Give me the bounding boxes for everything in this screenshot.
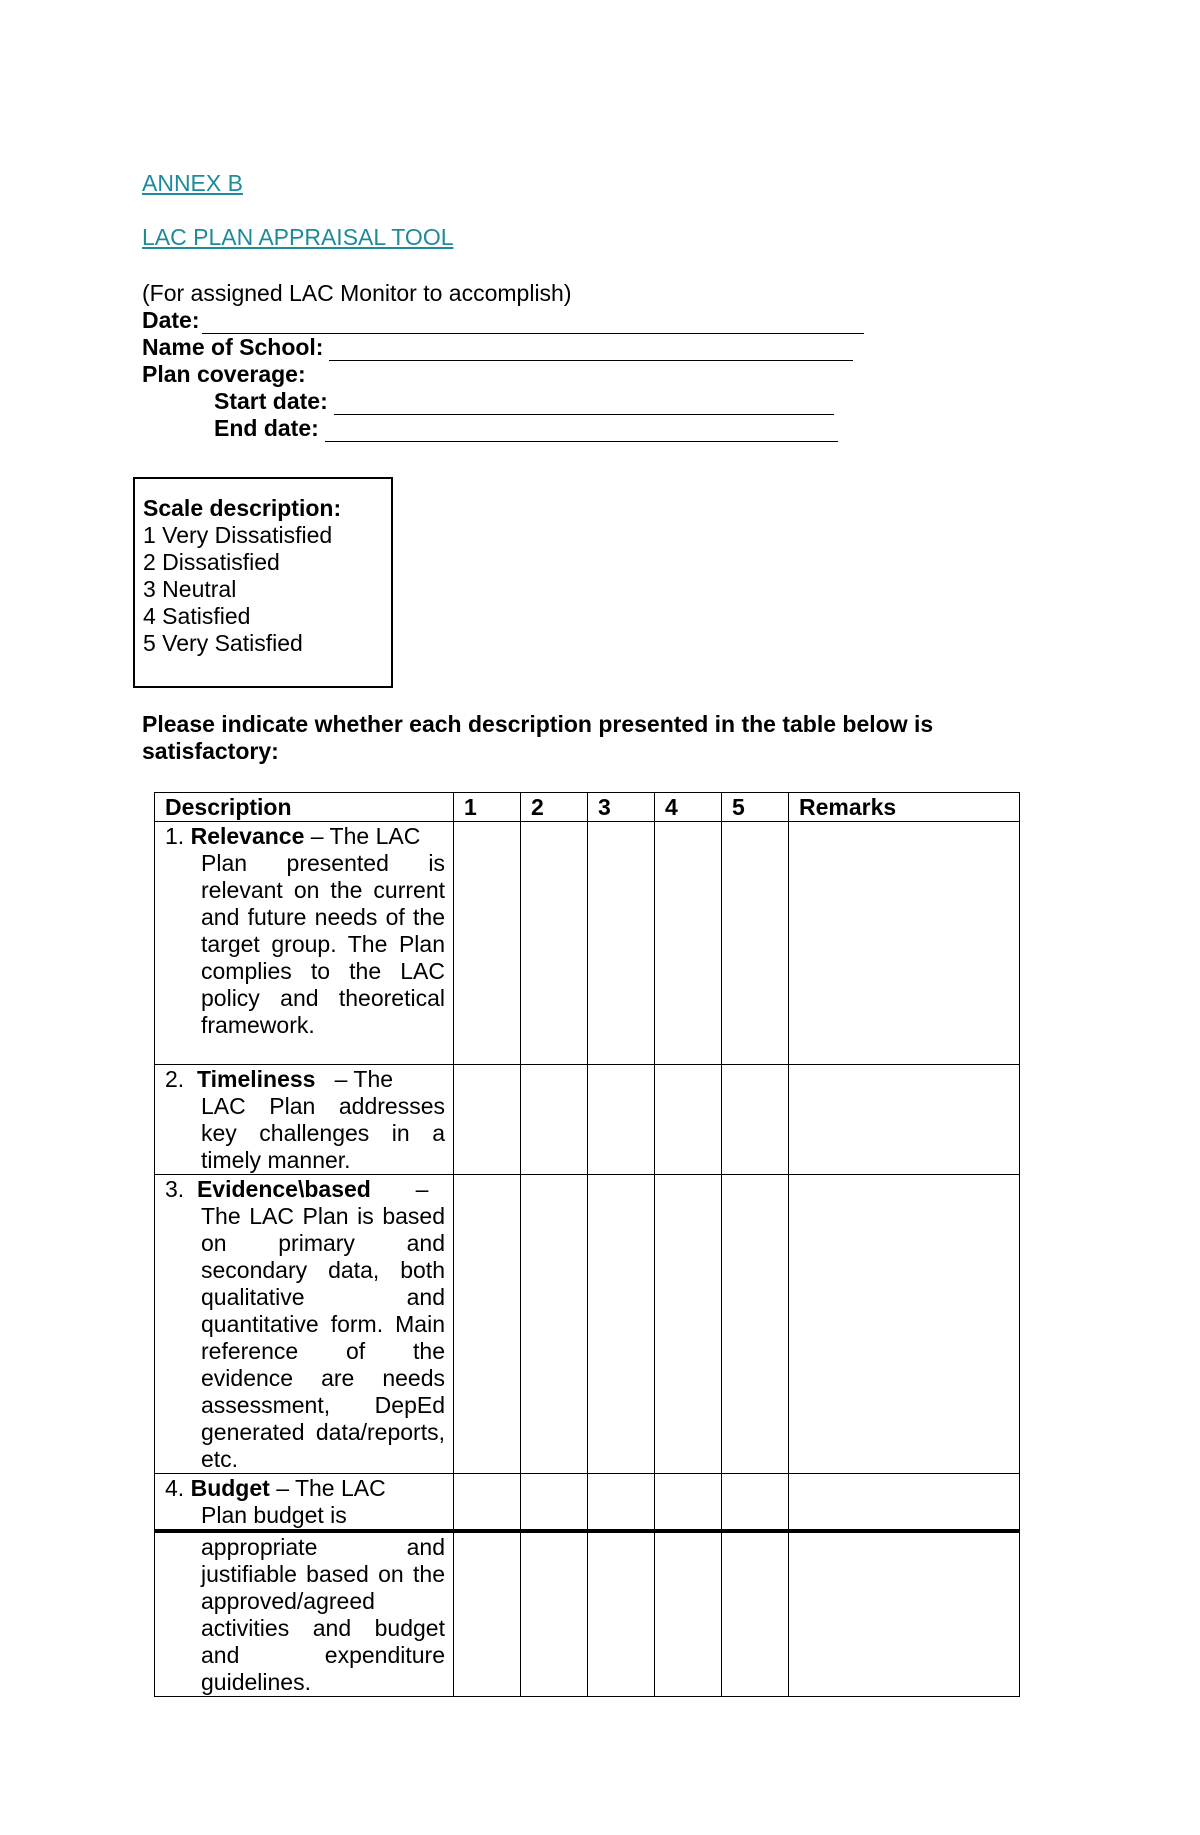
description-cell — [155, 1531, 454, 1697]
score-cell-4[interactable] — [655, 1474, 722, 1532]
item-text: LAC Plan addresses key challenges in a timely manner. — [201, 1093, 445, 1173]
coverage-row — [142, 361, 864, 388]
score-cell-3[interactable] — [588, 1175, 655, 1474]
header-score-1: 1 — [454, 793, 521, 822]
header-description: Description — [155, 793, 454, 822]
school-label: Name of School: — [142, 334, 324, 360]
scale-item: 2 Dissatisfied — [143, 549, 280, 575]
start-date-field[interactable] — [334, 395, 834, 415]
header-score-4: 4 — [655, 793, 722, 822]
score-cell-4[interactable] — [655, 822, 722, 1065]
remarks-cell[interactable] — [789, 1474, 1020, 1532]
table-row — [155, 1065, 1020, 1175]
item-lead: – — [415, 1176, 429, 1202]
item-term: Evidence\based — [196, 1176, 371, 1202]
date-row — [142, 307, 864, 334]
score-cell-3[interactable] — [588, 822, 655, 1065]
table-header-row — [155, 793, 1020, 822]
coverage-label: Plan coverage: — [142, 361, 306, 387]
score-cell-3[interactable] — [588, 1531, 655, 1697]
score-cell-4[interactable] — [655, 1531, 722, 1697]
item-number: 4. — [165, 1475, 185, 1501]
school-row — [142, 334, 864, 361]
item-text: appropriate and justifiable based on the approved/agreed activities and budget and expenditure guidelines. — [201, 1534, 445, 1695]
item-term: Budget — [190, 1475, 270, 1501]
score-cell-5[interactable] — [722, 1065, 789, 1175]
scale-item: 4 Satisfied — [143, 603, 251, 629]
instruction-text: Please indicate whether each description presented in the table below is satisfactory: — [142, 711, 934, 764]
remarks-cell[interactable] — [789, 1175, 1020, 1474]
score-cell-4[interactable] — [655, 1175, 722, 1474]
date-label: Date: — [142, 307, 200, 333]
end-date-field[interactable] — [325, 422, 838, 442]
item-text: Plan presented is relevant on the current and future needs of the target group. The Plan complies to the LAC policy and theoretical framework. — [201, 850, 445, 1038]
header-score-2: 2 — [521, 793, 588, 822]
remarks-cell[interactable] — [789, 1531, 1020, 1697]
description-cell — [155, 1065, 454, 1175]
scale-title: Scale description: — [143, 495, 342, 521]
table-row — [155, 822, 1020, 1065]
score-cell-3[interactable] — [588, 1474, 655, 1532]
scale-item: 1 Very Dissatisfied — [143, 522, 333, 548]
scale-item: 3 Neutral — [143, 576, 237, 602]
item-text: Plan budget is — [201, 1502, 347, 1528]
item-term: Relevance — [190, 823, 305, 849]
header-score-5: 5 — [722, 793, 789, 822]
item-text: The LAC Plan is based on primary and secondary data, both qualitative and quantitative form. Main reference of the evidence are needs assessment, DepEd generated data/reports, etc. — [201, 1203, 445, 1472]
score-cell-2[interactable] — [521, 1065, 588, 1175]
score-cell-1[interactable] — [454, 1531, 521, 1697]
remarks-cell[interactable] — [789, 822, 1020, 1065]
item-lead: – The LAC — [276, 1475, 386, 1501]
end-label: End date: — [214, 415, 319, 441]
intro-note: (For assigned LAC Monitor to accomplish) — [142, 280, 572, 306]
score-cell-2[interactable] — [521, 1474, 588, 1532]
table-row — [155, 1175, 1020, 1474]
score-cell-1[interactable] — [454, 1065, 521, 1175]
header-score-3: 3 — [588, 793, 655, 822]
item-lead: – The — [334, 1066, 394, 1092]
header-remarks: Remarks — [789, 793, 1020, 822]
appraisal-table — [154, 792, 1020, 1697]
table-row — [155, 1474, 1020, 1532]
score-cell-1[interactable] — [454, 1474, 521, 1532]
score-cell-1[interactable] — [454, 822, 521, 1065]
school-field[interactable] — [329, 341, 853, 361]
score-cell-2[interactable] — [521, 822, 588, 1065]
item-number: 3. — [165, 1176, 185, 1202]
scale-description-box — [133, 477, 393, 688]
score-cell-4[interactable] — [655, 1065, 722, 1175]
item-number: 1. — [165, 823, 185, 849]
score-cell-5[interactable] — [722, 1175, 789, 1474]
score-cell-5[interactable] — [722, 822, 789, 1065]
description-cell — [155, 1175, 454, 1474]
item-term: Timeliness — [196, 1066, 316, 1092]
score-cell-2[interactable] — [521, 1175, 588, 1474]
item-lead: – The LAC — [310, 823, 421, 849]
intro-section — [142, 280, 864, 442]
score-cell-1[interactable] — [454, 1175, 521, 1474]
annex-label: ANNEX B — [142, 170, 243, 196]
scale-item: 5 Very Satisfied — [143, 630, 303, 656]
score-cell-3[interactable] — [588, 1065, 655, 1175]
start-label: Start date: — [214, 388, 328, 414]
start-row — [142, 388, 864, 415]
item-number: 2. — [165, 1066, 185, 1092]
date-field[interactable] — [202, 314, 864, 334]
description-cell — [155, 822, 454, 1065]
end-row — [142, 415, 864, 442]
score-cell-2[interactable] — [521, 1531, 588, 1697]
description-cell — [155, 1474, 454, 1532]
remarks-cell[interactable] — [789, 1065, 1020, 1175]
score-cell-5[interactable] — [722, 1531, 789, 1697]
score-cell-5[interactable] — [722, 1474, 789, 1532]
tool-title: LAC PLAN APPRAISAL TOOL — [142, 224, 454, 250]
table-row-continuation — [155, 1531, 1020, 1697]
